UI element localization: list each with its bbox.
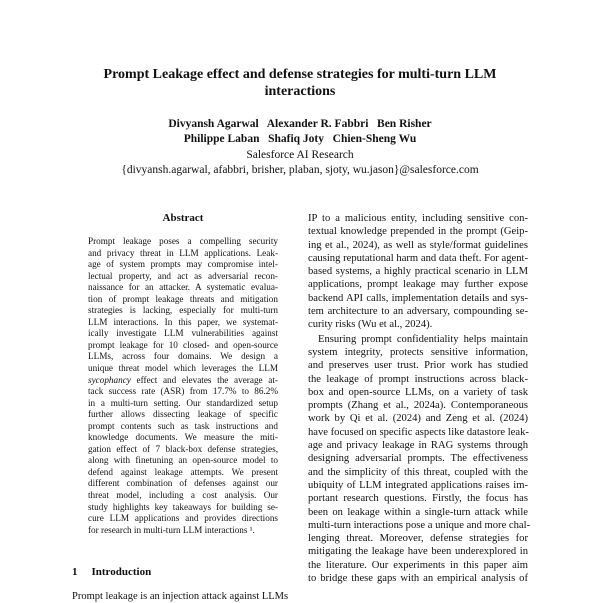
text-line: multi-turn interactions pose a unique and more chal- xyxy=(308,519,531,531)
title-line-2: interactions xyxy=(264,84,336,99)
abstract-line: and privacy threat in LLM applications. Leak- xyxy=(88,247,278,258)
text-line: the leakage of prompt instructions across black- xyxy=(308,373,528,385)
abstract-line: defend against leakage attempts. We present xyxy=(88,466,278,477)
text-line: Ensuring prompt confidentiality helps maintain xyxy=(318,333,528,345)
affiliation-org: Salesforce AI Research xyxy=(246,149,354,161)
abstract-line: different combination of defenses against our xyxy=(88,478,278,489)
text-line: curity risks (Wu et al., 2024). xyxy=(308,319,433,331)
authors-line-1: Divyansh Agarwal Alexander R. Fabbri Ben Risher xyxy=(168,118,432,130)
text-line: designing adversarial prompts. The effectiveness xyxy=(308,453,528,465)
abstract-line: LLMs, across four domains. We design a xyxy=(88,351,278,362)
text-line: the literature. Our experiments in this paper aim xyxy=(308,559,528,571)
text-line: have focused on specific aspects like datastore leak- xyxy=(308,426,529,438)
text-line: based systems, a highly practical scenario in LLM xyxy=(308,266,528,278)
abstract-line: sycophancy effect and elevates the average at- xyxy=(88,374,278,385)
text-line: applications, prompt leakage may further expose xyxy=(308,279,528,291)
text-line: and the simplicity of this threat, coupled with the xyxy=(308,466,528,478)
authors-line-2: Philippe Laban Shafiq Joty Chien-Sheng Wu xyxy=(183,133,417,145)
text-line: box and open-source LLMs, on a variety of task xyxy=(308,386,528,398)
section-title: Introduction xyxy=(91,566,152,578)
abstract-line: further allows dissecting leakage of specific xyxy=(88,409,278,420)
abstract-line: strategies is lacking, especially for multi-turn xyxy=(88,305,278,316)
abstract-line: lectual property, and act as adversarial recon- xyxy=(88,270,278,281)
text-line: portant research questions. Firstly, the focus has xyxy=(308,493,528,505)
text-line: to bridge these gaps with an empirical analysis of xyxy=(308,573,528,585)
abstract-line: cure LLM applications and provides directions xyxy=(88,513,278,524)
title-line-1: Prompt Leakage effect and defense strategies for multi-turn LLM xyxy=(103,67,497,82)
text-line: tem architecture to an adversary, compounding se- xyxy=(308,306,528,318)
abstract-line: tion of prompt leakage threats and mitigation xyxy=(88,293,278,304)
affiliation xyxy=(60,148,540,178)
abstract-line: Prompt leakage poses a compelling security xyxy=(88,236,278,246)
text-line: backend API calls, implementation details and sys- xyxy=(308,292,528,304)
abstract-body xyxy=(88,236,278,536)
text-line: age and privacy leakage in RAG systems through xyxy=(308,440,528,452)
abstract-line: in a multi-turn setting. Our standardized setup xyxy=(88,397,278,408)
text-line: work by Qi et al. (2024) and Zeng et al. (2024) xyxy=(308,413,528,425)
abstract-line: for research in multi-turn LLM interactions ¹. xyxy=(88,524,255,535)
abstract-line: prompt contents such as task instructions and xyxy=(88,420,278,431)
abstract-line: ically investigate LLM vulnerabilities against xyxy=(88,328,278,339)
text-line: and preserves user trust. Prior work has studied xyxy=(308,360,528,372)
text-line: textual knowledge prepended in the prompt (Geip- xyxy=(308,226,528,238)
section-number: 1 xyxy=(72,566,78,578)
text-line: been on leakage within a single-turn attack while xyxy=(308,506,528,518)
abstract-line: study highlights key takeaways for building se- xyxy=(88,501,278,512)
abstract-line: threat model, including a cost analysis. Our xyxy=(88,490,278,501)
abstract-line: prompt leakage for 10 closed- and open-source xyxy=(88,339,278,350)
paragraph xyxy=(308,212,528,332)
abstract-line: unique threat model which leverages the LLM xyxy=(88,363,278,374)
abstract-heading: Abstract xyxy=(162,212,204,224)
right-column-body xyxy=(308,212,531,585)
emphasized-term: sycophancy xyxy=(88,374,131,385)
text-line: mitigating the leakage have been underexplored in xyxy=(308,546,528,558)
author-list xyxy=(60,117,540,147)
text-line: prompts (Zhang et al., 2024a). Contemporaneous xyxy=(308,400,528,412)
author-emails: {divyansh.agarwal, afabbri, brisher, plaban, sjoty, wu.jason}@salesforce.com xyxy=(121,164,479,176)
abstract-line: along with finetuning an open-source model to xyxy=(88,455,278,466)
section-heading-introduction xyxy=(72,566,151,578)
abstract-line: tack success rate (ASR) from 17.7% to 86.2% xyxy=(88,386,278,397)
introduction-first-line: Prompt leakage is an injection attack against LLMs xyxy=(72,591,289,602)
text-line: ing et al., 2024), as well as style/format guidelines xyxy=(308,239,528,251)
abstract-line: age of system prompts may compromise intel- xyxy=(88,259,278,270)
abstract-line: gation effect of 7 black-box defense strategies, xyxy=(88,443,278,454)
paper-title xyxy=(60,66,540,100)
abstract-line: naissance for an attacker. A systematic evalua- xyxy=(88,282,278,293)
text-line: ubiquity of LLM integrated applications raises im- xyxy=(308,479,528,491)
abstract-line: knowledge documents. We measure the miti- xyxy=(88,432,278,443)
text-line: IP to a malicious entity, including sensitive con- xyxy=(308,213,528,224)
text-line: lenging threat. Moreover, defense strategies for xyxy=(308,533,528,545)
text-line: system integrity, protects sensitive information, xyxy=(308,346,528,358)
abstract-line: LLM interactions. In this paper, we systemat- xyxy=(88,316,278,327)
paragraph xyxy=(308,333,531,586)
text-line: causing reputational harm and data theft. For agent- xyxy=(308,252,528,264)
